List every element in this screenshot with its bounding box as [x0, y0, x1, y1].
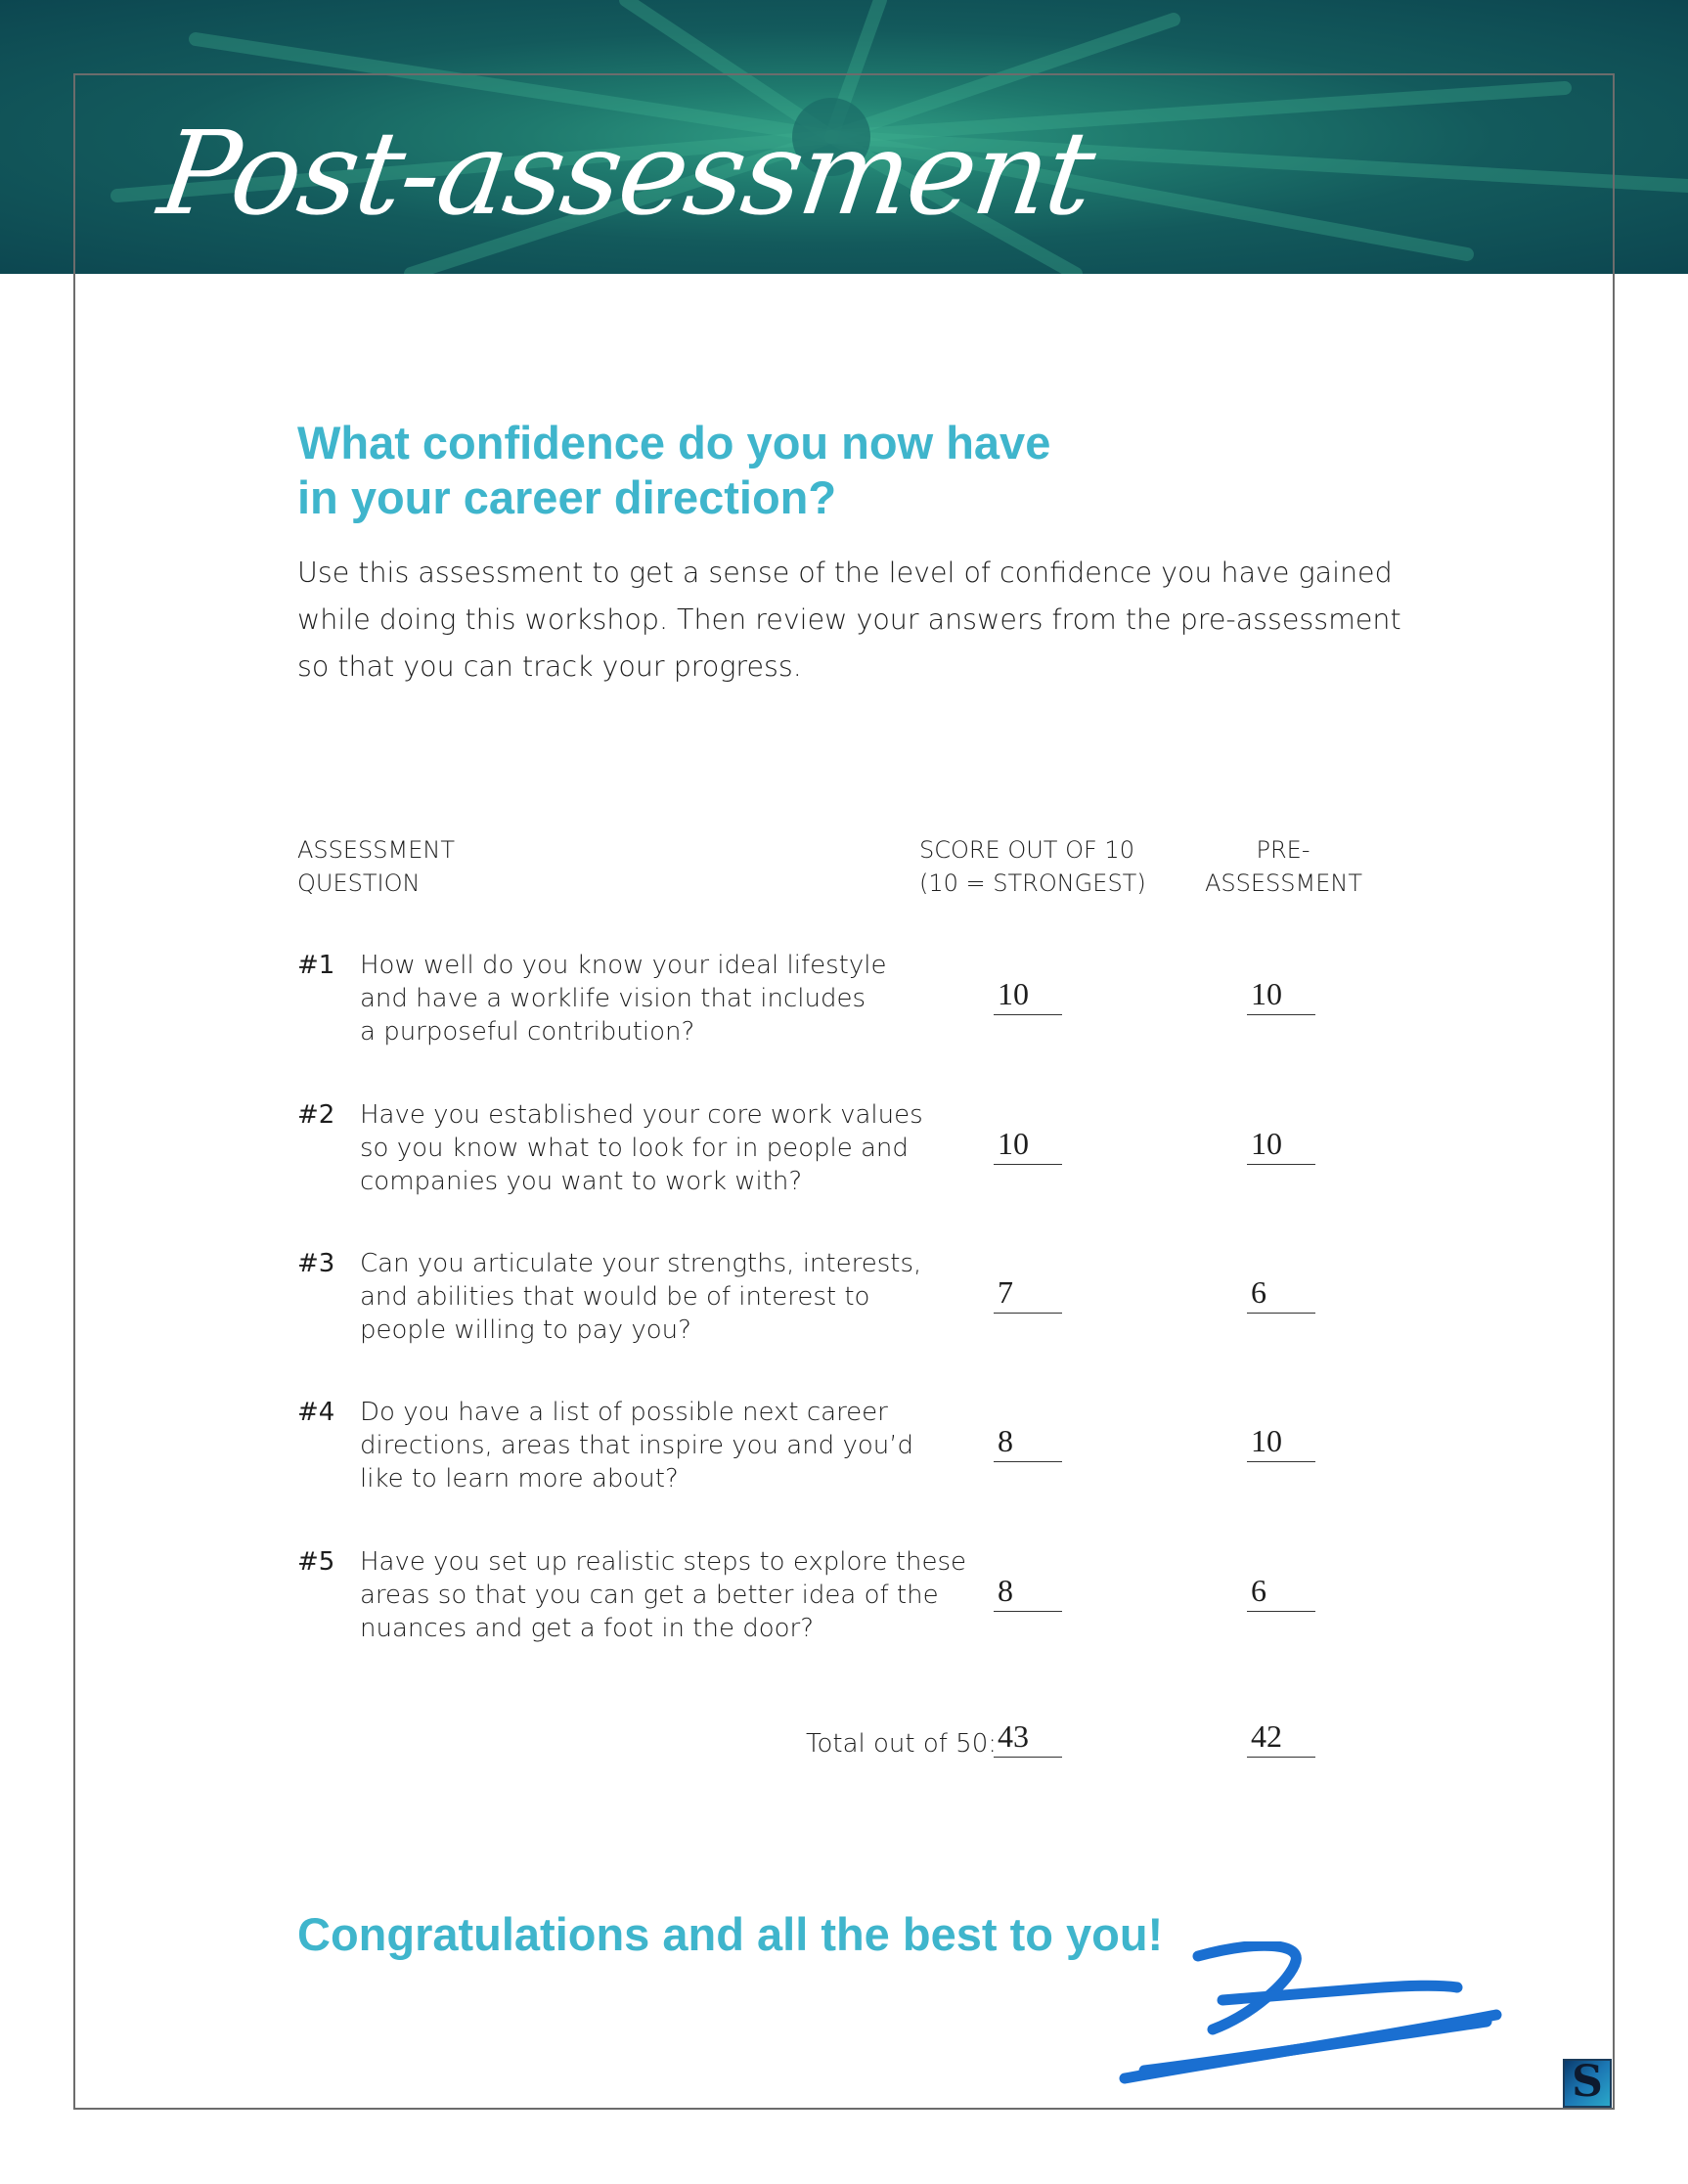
question-number: #1: [297, 951, 335, 980]
intro-paragraph: [297, 550, 1401, 691]
pre-assessment-field[interactable]: 10: [1247, 1423, 1315, 1462]
column-header-line: ASSESSMENT: [1205, 869, 1363, 897]
question-line: Have you established your core work values: [360, 1100, 923, 1130]
question-row: [0, 1396, 1688, 1523]
question-number: #3: [297, 1249, 335, 1278]
question-line: Can you articulate your strengths, interests,: [360, 1249, 922, 1278]
signature-mark: [1115, 1941, 1506, 2088]
question-text: [360, 1247, 921, 1347]
question-line: a purposeful contribution?: [360, 1017, 695, 1047]
page-title: Post-assessment: [152, 106, 1101, 241]
intro-line-2: while doing this workshop. Then review your answers from the pre-assessment: [297, 603, 1401, 636]
column-header-line: PRE-: [1256, 836, 1310, 864]
total-pre-field[interactable]: 42: [1247, 1718, 1315, 1758]
score-field[interactable]: 8: [994, 1423, 1062, 1462]
column-header-line: ASSESSMENT: [297, 836, 456, 864]
question-line: and abilities that would be of interest to: [360, 1282, 870, 1312]
question-number: #2: [297, 1100, 335, 1130]
column-header-line: QUESTION: [297, 869, 421, 897]
logo-letter: S: [1572, 2057, 1603, 2107]
question-line: Do you have a list of possible next career: [360, 1398, 888, 1427]
question-row: [0, 1247, 1688, 1374]
logo: [1563, 2059, 1612, 2108]
question-line: and have a worklife vision that includes: [360, 984, 866, 1013]
question-text: [360, 1396, 913, 1495]
closing-message: Congratulations and all the best to you!: [297, 1908, 1164, 1960]
question-row: [0, 1545, 1688, 1672]
question-number: #4: [297, 1398, 335, 1427]
question-text: [360, 1545, 966, 1645]
section-heading: [297, 416, 1275, 525]
question-line: people willing to pay you?: [360, 1315, 691, 1345]
question-text: [360, 1098, 923, 1198]
question-text: [360, 949, 886, 1048]
question-line: nuances and get a foot in the door?: [360, 1614, 815, 1643]
question-row: [0, 949, 1688, 1076]
pre-assessment-field[interactable]: 6: [1247, 1573, 1315, 1612]
heading-line-1: What confidence do you now have: [297, 417, 1051, 468]
column-header-line: SCORE OUT OF 10: [919, 836, 1134, 864]
score-field[interactable]: 8: [994, 1573, 1062, 1612]
question-row: [0, 1098, 1688, 1226]
pre-assessment-field[interactable]: 10: [1247, 1126, 1315, 1165]
pre-assessment-field[interactable]: 10: [1247, 976, 1315, 1015]
score-field[interactable]: 7: [994, 1274, 1062, 1314]
question-line: How well do you know your ideal lifestyle: [360, 951, 887, 980]
question-line: like to learn more about?: [360, 1464, 679, 1493]
question-line: companies you want to work with?: [360, 1167, 803, 1196]
question-line: directions, areas that inspire you and you’d: [360, 1431, 913, 1460]
column-header-question: [297, 833, 455, 900]
intro-line-1: Use this assessment to get a sense of the level of confidence you have gained: [297, 557, 1393, 589]
question-number: #5: [297, 1547, 335, 1577]
question-line: so you know what to look for in people and: [360, 1134, 909, 1163]
intro-line-3: so that you can track your progress.: [297, 650, 802, 683]
pre-assessment-field[interactable]: 6: [1247, 1274, 1315, 1314]
column-header-score: [919, 833, 1146, 900]
page-frame: [73, 73, 1615, 2110]
column-header-pre: [1205, 833, 1361, 900]
question-line: areas so that you can get a better idea of the: [360, 1581, 939, 1610]
heading-line-2: in your career direction?: [297, 471, 837, 523]
score-field[interactable]: 10: [994, 1126, 1062, 1165]
score-field[interactable]: 10: [994, 976, 1062, 1015]
total-score-field[interactable]: 43: [994, 1718, 1062, 1758]
column-header-line: (10 = STRONGEST): [919, 869, 1146, 897]
total-label: Total out of 50:: [806, 1729, 997, 1759]
question-line: Have you set up realistic steps to explore these: [360, 1547, 967, 1577]
